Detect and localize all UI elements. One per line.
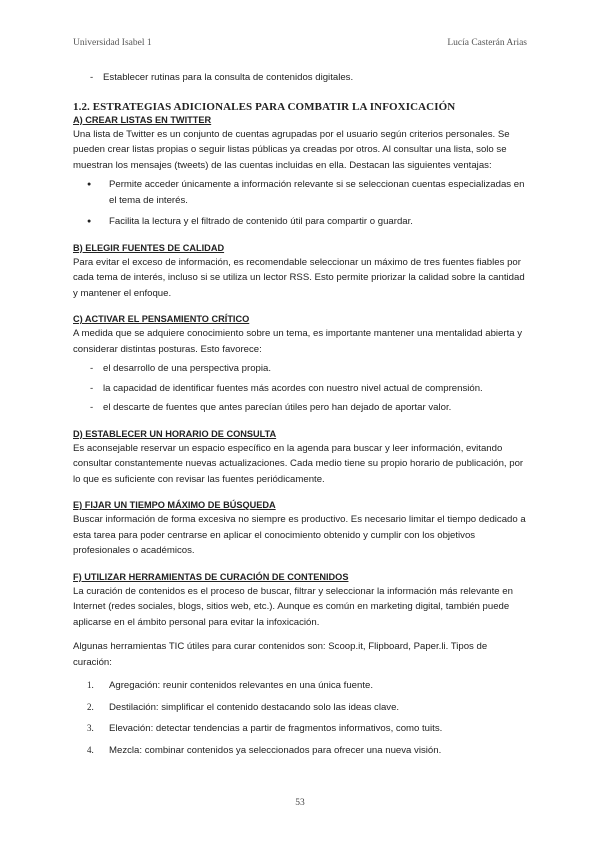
list-item: ● Facilita la lectura y el filtrado de contenido útil para compartir o guardar. <box>73 214 528 230</box>
list-text: Elevación: detectar tendencias a partir de fragmentos informativos, como tuits. <box>109 723 443 734</box>
spacer <box>73 630 528 639</box>
intro-list <box>73 70 528 86</box>
list-item: ● Permite acceder únicamente a información relevante si se seleccionan cuentas especializadas en el tema de interés. <box>73 177 528 208</box>
subsection-f-text2: Algunas herramientas TIC útiles para curar contenidos son: Scoop.it, Flipboard, Paper.li. Tipos de curación: <box>73 641 488 668</box>
subsection-f-text: La curación de contenidos es el proceso de buscar, filtrar y seleccionar la información más relevante en Internet (redes sociales, blogs, sitios web, etc.). Aunque es común en marketing digital, también puede aplicarse en el ámbito personal para evitar la infoxicación. <box>73 585 513 628</box>
list-item <box>73 721 528 737</box>
subsection-a-title: A) CREAR LISTAS EN TWITTER <box>73 114 212 125</box>
subsection-e-title: E) FIJAR UN TIEMPO MÁXIMO DE BÚSQUEDA <box>73 500 276 510</box>
subsection-e-text: Buscar información de forma excesiva no siempre es productivo. Es necesario limitar el tiempo dedicado a esta tarea para poder centrarse en aplicar el conocimiento obtenido y cumplir con los objetivos profesionales o académicos. <box>73 514 526 556</box>
subsection-a-text: Una lista de Twitter es un conjunto de cuentas agrupadas por el usuario según criterios personales. Se pueden crear listas propias o seguir listas públicas ya creadas por otros. Al consultar una lista, solo se muestran los mensajes (tweets) de las cuentas incluidas en ella. Destacan las siguientes ventajas: <box>73 128 510 171</box>
list-item <box>73 743 528 759</box>
list-item <box>73 678 528 694</box>
list-text: Mezcla: combinar contenidos ya seleccionados para ofrecer una nueva visión. <box>109 744 442 756</box>
page-content <box>73 70 528 764</box>
page-number: 53 <box>295 798 305 808</box>
list-text: Agregación: reunir contenidos relevantes en una única fuente. <box>109 680 374 691</box>
subsection-f-title: F) UTILIZAR HERRAMIENTAS DE CURACIÓN DE CONTENIDOS <box>73 571 349 582</box>
list-number: 4. <box>87 744 94 755</box>
subsection-c-text: A medida que se adquiere conocimiento sobre un tema, es importante mantener una mentalidad abierta y considerar distintas posturas. Esto favorece: <box>73 328 523 355</box>
subsection-c-title: C) ACTIVAR EL PENSAMIENTO CRÍTICO <box>73 314 250 324</box>
list-item <box>73 700 528 716</box>
subsection-d-title: D) ESTABLECER UN HORARIO DE CONSULTA <box>73 428 277 439</box>
list-number: 1. <box>87 680 94 690</box>
list-item: - el descarte de fuentes que antes parecían útiles pero han dejado de aportar valor. <box>73 400 528 416</box>
header-author: Lucía Casterán Arias <box>447 38 527 48</box>
subsection-a-bullets <box>73 177 528 230</box>
list-item: - Establecer rutinas para la consulta de contenidos digitales. <box>73 70 528 86</box>
list-number: 3. <box>87 723 94 733</box>
list-item: - la capacidad de identificar fuentes más acordes con nuestro nivel actual de comprensión. <box>73 381 528 397</box>
subsection-d-text: Es aconsejable reservar un espacio específico en la agenda para buscar y leer información, evitando consultar constantemente nuevas actualizaciones. Cada medio tiene su propio horario de publicación, por lo que es suficiente con revisar las fuentes periódicamente. <box>73 442 524 485</box>
list-text: Destilación: simplificar el contenido destacando solo las ideas clave. <box>109 701 400 713</box>
list-item: - el desarrollo de una perspectiva propia. <box>73 361 528 377</box>
header-university: Universidad Isabel 1 <box>73 38 152 48</box>
subsection-b-title: B) ELEGIR FUENTES DE CALIDAD <box>73 242 225 253</box>
subsection-b-text: Para evitar el exceso de información, es recomendable seleccionar un máximo de tres fuentes fiables por cada tema de interés, incluso si se utiliza un lector RSS. Esto permite priorizar la calidad sobre la cantidad y mantener el enfoque. <box>73 256 525 299</box>
section-title: 1.2. ESTRATEGIAS ADICIONALES PARA COMBATIR LA INFOXICACIÓN <box>73 100 456 113</box>
list-number: 2. <box>87 701 94 712</box>
subsection-c-list <box>73 361 528 416</box>
curation-types-list <box>73 678 528 758</box>
